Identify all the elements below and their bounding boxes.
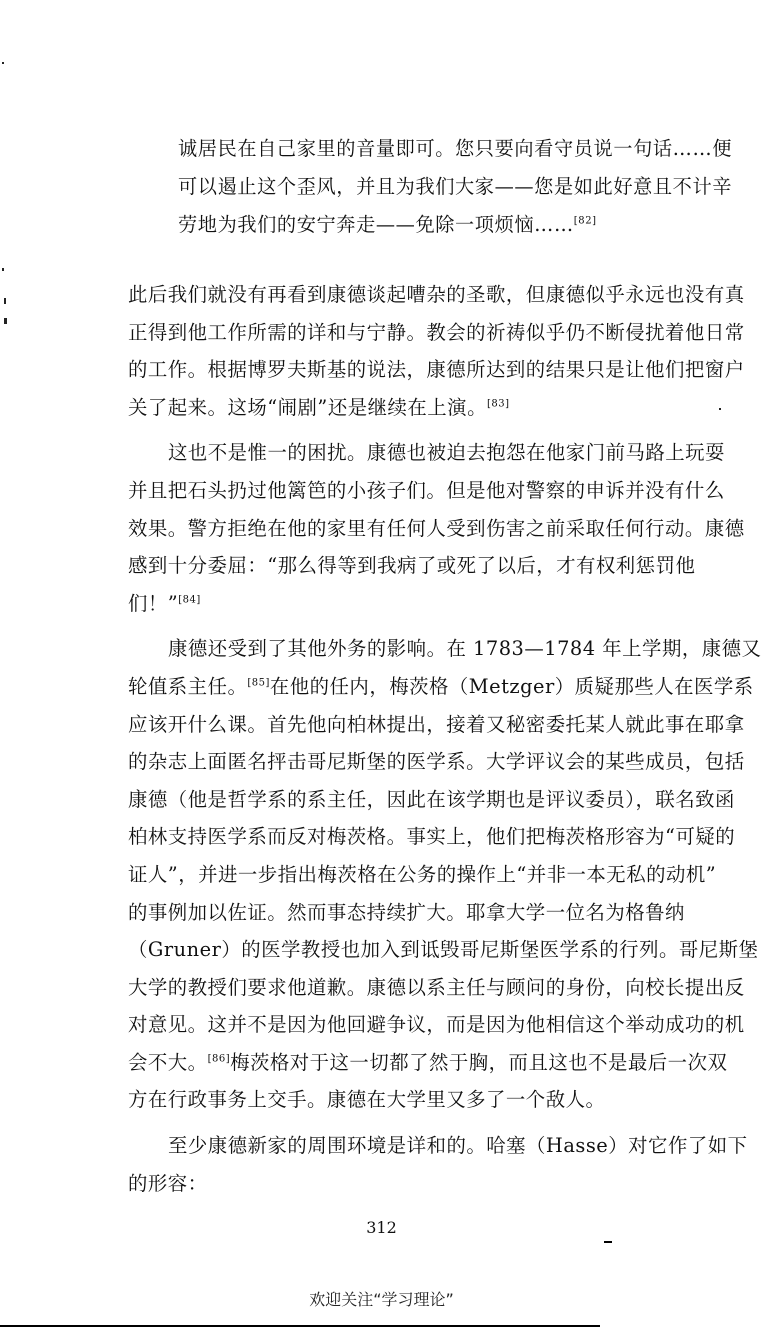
text-line: 的工作。根据博罗夫斯基的说法，康德所达到的结果只是让他们把窗户 <box>128 358 745 382</box>
text-line: 柏林支持医学系而反对梅茨格。事实上，他们把梅茨格形容为“可疑的 <box>128 825 736 849</box>
footnote-ref: [83] <box>486 398 510 410</box>
text-line: 正得到他工作所需的详和与宁静。教会的祈祷似乎仍不断侵扰着他日常 <box>128 320 745 344</box>
text-line <box>128 1044 750 1082</box>
text-line: 感到十分委屈：“那么得等到我病了或死了以后，才有权利惩罚他 <box>128 554 696 578</box>
footnote-ref: [82] <box>573 215 597 227</box>
text-line <box>128 389 750 427</box>
text-line-content: 梅茨格对于这一切都了然于胸，而且这也不是最后一次双 <box>230 1050 728 1074</box>
text-line: 方在行政事务上交手。康德在大学里又多了一个敌人。 <box>128 1088 606 1112</box>
text-line: 对意见。这并不是因为他回避争议，而是因为他相信这个举动成功的机 <box>128 1013 745 1037</box>
scan-speck <box>2 62 4 64</box>
body-text <box>128 276 762 1210</box>
text-line: 的杂志上面匿名抨击哥尼斯堡的医学系。大学评议会的某些成员，包括 <box>128 750 745 774</box>
text-line: 应该开什么课。首先他向柏林提出，接着又秘密委托某人就此事在耶拿 <box>128 712 745 736</box>
quote-line: 可以遏止这个歪风，并且为我们大家——您是如此好意且不计辛 <box>178 175 733 198</box>
quote-line: 诚居民在自己家里的音量即可。您只要向看守员说一句话……便 <box>178 137 733 160</box>
block-quote <box>178 130 760 244</box>
paragraph-3 <box>128 630 762 1119</box>
footer-rule <box>0 1325 600 1327</box>
scan-speck <box>4 298 6 304</box>
text-line: 康德（他是哲学系的系主任，因此在该学期也是评议委员），联名致函 <box>128 787 735 811</box>
page-number: 312 <box>366 1218 397 1237</box>
text-line: 此后我们就没有再看到康德谈起嘈杂的圣歌，但康德似乎永远也没有真 <box>128 283 745 306</box>
text-line <box>128 668 754 706</box>
quote-line-text: 劳地为我们的安宁奔走——免除一项烦恼…… <box>178 213 574 236</box>
scan-speck <box>4 318 7 324</box>
paragraph-1 <box>128 276 750 426</box>
text-line-content: 会不大。 <box>128 1050 208 1074</box>
paragraph-4 <box>128 1127 750 1202</box>
footnote-ref: [86] <box>207 1053 231 1065</box>
text-line: 康德还受到了其他外务的影响。在 1783—1784 年上学期，康德又 <box>168 637 762 661</box>
text-line: 大学的教授们要求他道歉。康德以系主任与顾问的身份，向校长提出反 <box>128 975 745 999</box>
footnote-ref: [84] <box>178 594 201 606</box>
text-line: 至少康德新家的周围环境是详和的。哈塞（Hasse）对它作了如下 <box>168 1134 748 1158</box>
scan-speck <box>719 408 721 410</box>
text-line: （Gruner）的医学教授也加入到诋毁哥尼斯堡医学系的行列。哥尼斯堡 <box>128 938 759 962</box>
scan-mark <box>604 1241 612 1243</box>
text-line: 的形容： <box>128 1171 208 1195</box>
paragraph-2 <box>128 434 750 622</box>
text-line: 并且把石头扔过他篱笆的小孩子们。但是他对警察的申诉并没有什么 <box>128 478 725 502</box>
text-line: 的事例加以佐证。然而事态持续扩大。耶拿大学一位名为格鲁纳 <box>128 900 685 924</box>
text-line-content: 们！” <box>128 591 179 615</box>
text-line-content: 关了起来。这场“闹剧”还是继续在上演。 <box>128 395 487 419</box>
footnote-ref: [85] <box>247 677 270 689</box>
text-line-content: 在他的任内，梅茨格（Metzger）质疑那些人在医学系 <box>269 674 754 698</box>
text-line: 效果。警方拒绝在他的家里有任何人受到伤害之前采取任何行动。康德 <box>128 516 745 540</box>
text-line <box>128 585 750 623</box>
quote-line <box>178 206 760 244</box>
footer-caption: 欢迎关注“学习理论” <box>309 1290 454 1309</box>
scan-speck <box>2 268 4 271</box>
text-line: 证人”，并进一步指出梅茨格在公务的操作上“并非一本无私的动机” <box>128 862 717 886</box>
text-line-content: 轮值系主任。 <box>128 674 248 698</box>
text-line: 这也不是惟一的困扰。康德也被迫去抱怨在他家门前马路上玩耍 <box>168 441 725 465</box>
